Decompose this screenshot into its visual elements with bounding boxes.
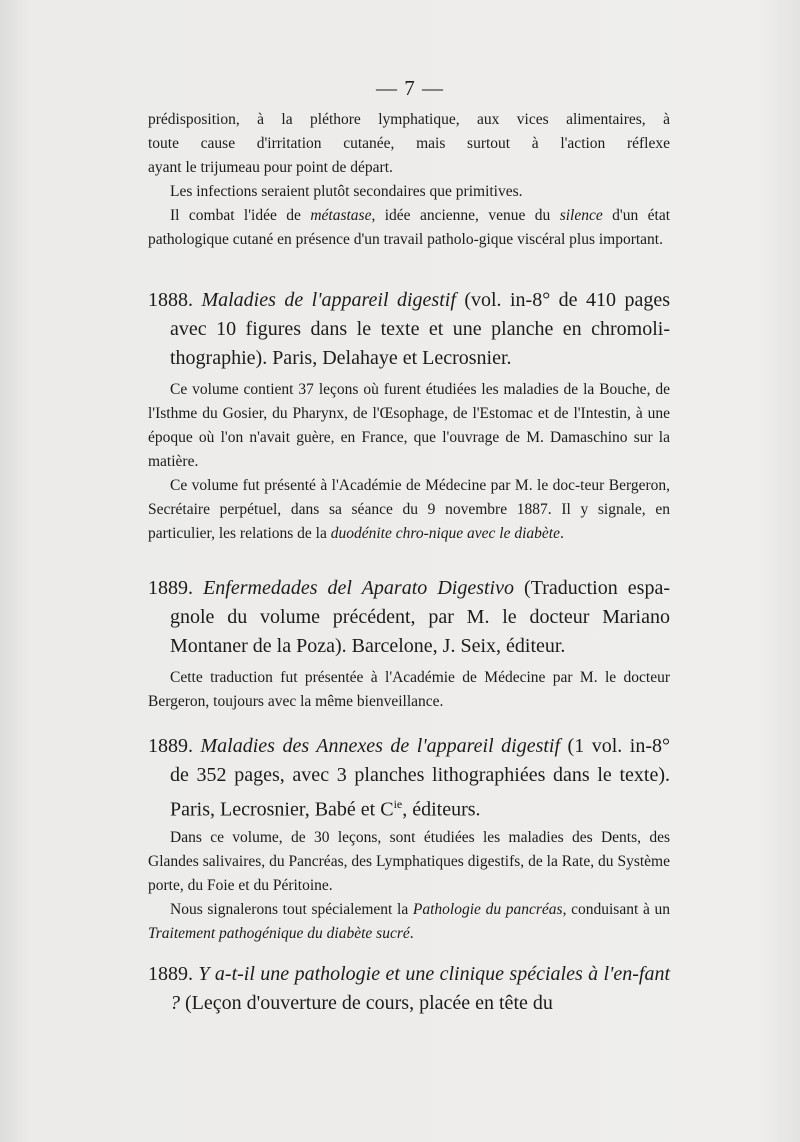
entry-title: Maladies des Annexes de l'appareil digestif bbox=[200, 735, 561, 757]
text-block: Cette traduction fut présentée à l'Académie de Médecine par M. le docteur Bergeron, toujours avec la même bienveillance. bbox=[148, 669, 670, 710]
entry-year: 1889. bbox=[148, 735, 201, 757]
entry-1889-enfant bbox=[148, 960, 670, 1018]
text-block: Ce volume contient 37 leçons où furent étudiées les maladies de la Bouche, de l'Isthme du Gosier, du Pharynx, de l'Œsophage, de l'Estomac et de l'Intestin, à une époque où l'on n'avait guère, en France, que l'ouvrage de M. Damaschino sur la matière. bbox=[148, 381, 670, 470]
entry-1889-annexes bbox=[148, 732, 670, 825]
text-run: . bbox=[409, 925, 414, 942]
paragraph-pancreas bbox=[148, 898, 670, 946]
text-run: , conduisant à un bbox=[562, 901, 670, 918]
paragraph-traduction bbox=[148, 666, 670, 714]
entry-details: (Leçon d'ouverture de cours, placée en tête du bbox=[180, 992, 553, 1014]
text-run: d'un état pathologique cutané en présence d'un travail patholo-gique viscéral plus important. bbox=[148, 207, 671, 248]
entry-details: (Traduction espa-gnole du volume précédent, par M. le docteur Mariano Montaner de la Poza). Barcelone, J. Seix, éditeur. bbox=[170, 577, 670, 657]
text-line: Les infections seraient plutôt secondaires que primitives. bbox=[170, 183, 523, 200]
entry-title: Y a-t-il une pathologie et une clinique spéciales à l'en-fant ? bbox=[170, 963, 671, 1014]
italic-term: Traitement pathogénique du diabète sucré bbox=[148, 925, 410, 942]
paragraph-infections bbox=[148, 180, 670, 204]
text-run: . bbox=[560, 525, 564, 542]
entry-year: 1889. bbox=[148, 577, 204, 599]
superscript: ie bbox=[393, 797, 403, 811]
text-run: Ce volume fut présenté à l'Académie de Médecine par M. le doc-teur Bergeron, Secrétaire perpétuel, dans sa séance du 9 novembre 1887. Il y signale, en particulier, les relations de la bbox=[148, 477, 670, 542]
text-run: Nous signalerons tout spécialement la bbox=[170, 901, 413, 918]
text-line: toute cause d'irritation cutanée, mais surtout à l'action réflexe bbox=[148, 135, 670, 152]
paragraph-predisposition bbox=[148, 108, 670, 180]
entry-details: (vol. in-8° de 410 pages avec 10 figures dans le texte et une planche en chromoli-thographie). Paris, Delahaye et Lecrosnier. bbox=[170, 289, 670, 369]
entry-1888 bbox=[148, 286, 670, 373]
text-line: ayant le trijumeau pour point de départ. bbox=[148, 159, 393, 176]
entry-title: Enfermedades del Aparato Digestivo bbox=[203, 577, 514, 599]
entry-title: Maladies de l'appareil digestif bbox=[201, 289, 456, 311]
paragraph-presentation-academie bbox=[148, 474, 670, 546]
page-number: — 7 — bbox=[376, 76, 444, 100]
text-run: Il combat l'idée de bbox=[170, 207, 311, 224]
italic-term: duodénite chro-nique avec le diabète bbox=[330, 525, 560, 542]
text-run: , idée ancienne, venue du bbox=[371, 207, 560, 224]
italic-term: silence bbox=[559, 207, 603, 224]
entry-details: (1 vol. in-8° de 352 pages, avec 3 planches lithographiées dans le texte). Paris, Lecrosnier, Babé et C bbox=[170, 735, 670, 821]
italic-term: Pathologie du pancréas bbox=[412, 901, 563, 918]
paragraph-volume-37-lecons bbox=[148, 378, 670, 474]
paragraph-30-lecons bbox=[148, 826, 670, 898]
text-line: prédisposition, à la pléthore lymphatique, aux vices alimentaires, à bbox=[148, 111, 670, 128]
paragraph-metastase bbox=[148, 204, 670, 252]
entry-details-end: , éditeurs. bbox=[402, 798, 481, 821]
entry-year: 1889. bbox=[148, 963, 199, 985]
text-block: Dans ce volume, de 30 leçons, sont étudiées les maladies des Dents, des Glandes salivaires, du Pancréas, des Lymphatiques digestifs, de la Rate, du Système porte, du Foie et du Péritoine. bbox=[148, 829, 670, 894]
entry-1889-enfermedades bbox=[148, 574, 670, 661]
italic-term: métastase bbox=[310, 207, 372, 224]
entry-year: 1888. bbox=[148, 289, 202, 311]
